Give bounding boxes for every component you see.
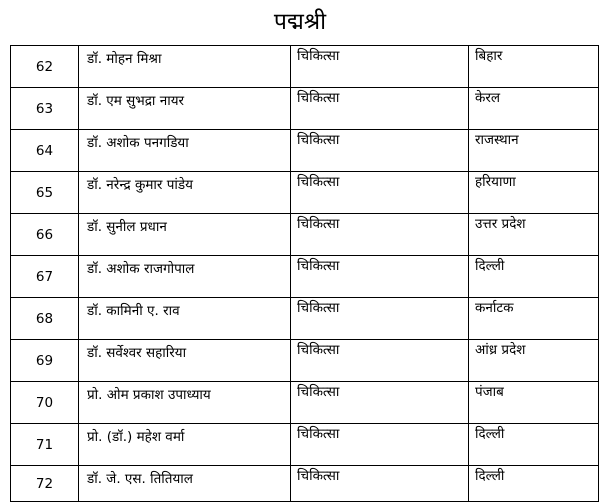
awardee-name-cell: डॉ. जे. एस. तितियाल <box>79 466 291 502</box>
serial-number-cell: 68 <box>11 298 79 340</box>
serial-number-cell: 63 <box>11 88 79 130</box>
state-cell: पंजाब <box>469 382 599 424</box>
page-title: पद्मश्री <box>273 9 327 35</box>
serial-number-cell: 64 <box>11 130 79 172</box>
field-cell: चिकित्सा <box>291 46 469 88</box>
awardee-name-cell: डॉ. एम सुभद्रा नायर <box>79 88 291 130</box>
awardee-name-cell: डॉ. अशोक राजगोपाल <box>79 256 291 298</box>
table-row <box>11 214 599 256</box>
awardee-name-cell: डॉ. सुनील प्रधान <box>79 214 291 256</box>
field-cell: चिकित्सा <box>291 382 469 424</box>
state-cell: आंध्र प्रदेश <box>469 340 599 382</box>
serial-number-cell: 66 <box>11 214 79 256</box>
field-cell: चिकित्सा <box>291 424 469 466</box>
field-cell: चिकित्सा <box>291 298 469 340</box>
awardee-name-cell: डॉ. नरेन्द्र कुमार पांडेय <box>79 172 291 214</box>
table-row <box>11 466 599 502</box>
awardee-name-cell: प्रो. (डॉ.) महेश वर्मा <box>79 424 291 466</box>
state-cell: दिल्ली <box>469 424 599 466</box>
field-cell: चिकित्सा <box>291 256 469 298</box>
serial-number-cell: 62 <box>11 46 79 88</box>
state-cell: कर्नाटक <box>469 298 599 340</box>
table-row <box>11 130 599 172</box>
field-cell: चिकित्सा <box>291 340 469 382</box>
serial-number-cell: 70 <box>11 382 79 424</box>
awardee-name-cell: डॉ. मोहन मिश्रा <box>79 46 291 88</box>
state-cell: केरल <box>469 88 599 130</box>
serial-number-cell: 71 <box>11 424 79 466</box>
table-row <box>11 340 599 382</box>
awardee-name-cell: डॉ. अशोक पनगडिया <box>79 130 291 172</box>
state-cell: दिल्ली <box>469 466 599 502</box>
awardee-name-cell: डॉ. कामिनी ए. राव <box>79 298 291 340</box>
table-row <box>11 172 599 214</box>
awardees-table <box>10 45 599 502</box>
table-row <box>11 424 599 466</box>
state-cell: बिहार <box>469 46 599 88</box>
field-cell: चिकित्सा <box>291 172 469 214</box>
awardee-name-cell: प्रो. ओम प्रकाश उपाध्याय <box>79 382 291 424</box>
state-cell: राजस्थान <box>469 130 599 172</box>
awardee-name-cell: डॉ. सर्वेश्वर सहारिया <box>79 340 291 382</box>
awardees-table-body <box>11 46 599 502</box>
state-cell: उत्तर प्रदेश <box>469 214 599 256</box>
serial-number-cell: 67 <box>11 256 79 298</box>
table-row <box>11 256 599 298</box>
table-row <box>11 382 599 424</box>
table-row <box>11 88 599 130</box>
serial-number-cell: 65 <box>11 172 79 214</box>
table-row <box>11 46 599 88</box>
field-cell: चिकित्सा <box>291 466 469 502</box>
field-cell: चिकित्सा <box>291 214 469 256</box>
state-cell: दिल्ली <box>469 256 599 298</box>
serial-number-cell: 72 <box>11 466 79 502</box>
table-row <box>11 298 599 340</box>
serial-number-cell: 69 <box>11 340 79 382</box>
state-cell: हरियाणा <box>469 172 599 214</box>
field-cell: चिकित्सा <box>291 130 469 172</box>
field-cell: चिकित्सा <box>291 88 469 130</box>
